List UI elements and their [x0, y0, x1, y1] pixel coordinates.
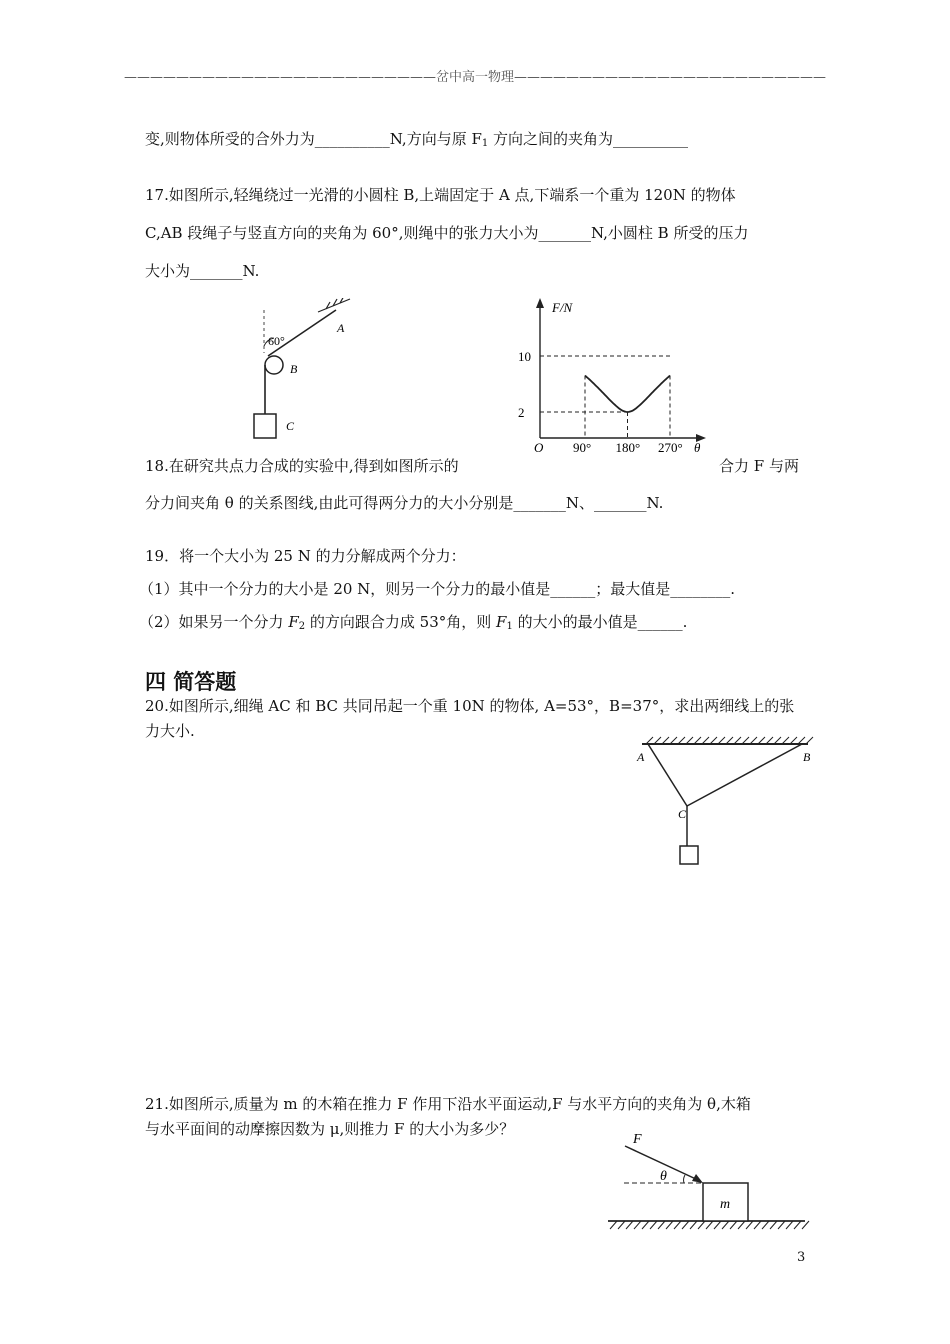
theta-arc: [684, 1175, 685, 1183]
rope-bc: [687, 744, 802, 806]
label-a: A: [337, 321, 345, 335]
origin-label: O: [534, 440, 544, 455]
x-tick-label: 270°: [658, 440, 683, 455]
x-axis-label: θ: [694, 440, 701, 455]
angle-label: 60°: [268, 334, 285, 348]
q17-line3: 大小为_______N.: [145, 262, 260, 280]
rope-ab: [268, 310, 336, 356]
q19-part2: （2）如果另一个分力 $F_2$ 的方向跟合力成 53°角，则 $F_1$ 的大小的最小值是______.: [139, 613, 688, 632]
label-b: B: [803, 750, 811, 764]
label-b: B: [290, 362, 298, 376]
label-theta: θ: [660, 1169, 667, 1184]
y-tick-label: 10: [518, 349, 531, 364]
q18-line1a: 18.在研究共点力合成的实验中,得到如图所示的: [145, 457, 459, 475]
label-f: F: [633, 1132, 642, 1147]
y-tick-label: 2: [518, 405, 525, 420]
weight-c: [254, 414, 276, 438]
q17-line2: C,AB 段绳子与竖直方向的夹角为 60°,则绳中的张力大小为_______N,小圆柱 B 所受的压力: [145, 224, 749, 242]
y-axis-label: F/N: [552, 300, 573, 315]
section-heading: 四 简答题: [145, 670, 237, 694]
ceiling-hatch: [646, 737, 813, 744]
q18-force-angle-chart: [510, 292, 710, 464]
q17-line1: 17.如图所示,轻绳绕过一光滑的小圆柱 B,上端固定于 A 点,下端系一个重为 120N 的物体: [145, 186, 736, 204]
label-a: A: [637, 750, 645, 764]
q17-pulley-figure: [240, 298, 360, 448]
label-c: C: [286, 419, 295, 433]
label-c: C: [678, 807, 687, 821]
q18-line1b: 合力 F 与两: [719, 457, 799, 475]
q19-stem: 19．将一个大小为 25 N 的力分解成两个分力：: [145, 547, 466, 565]
q21-line2: 与水平面间的动摩擦因数为 μ,则推力 F 的大小为多少？: [145, 1120, 515, 1138]
q18-line2: 分力间夹角 θ 的关系图线,由此可得两分力的大小分别是_______N、_______N.: [145, 494, 664, 512]
q21-line1: 21.如图所示,质量为 m 的木箱在推力 F 作用下沿水平面运动,F 与水平方向的夹角为 θ,木箱: [145, 1095, 751, 1113]
page-number: 3: [797, 1250, 806, 1265]
q19-part1: （1）其中一个分力的大小是 20 N，则另一个分力的最小值是______；最大值是________.: [139, 580, 736, 598]
force-arrowhead: [692, 1174, 703, 1183]
rope-ac: [648, 744, 687, 806]
q20-line2: 力大小.: [145, 722, 195, 740]
label-m: m: [720, 1197, 731, 1212]
cylinder-b: [265, 356, 283, 374]
q20-line1: 20.如图所示,细绳 AC 和 BC 共同吊起一个重 10N 的物体, A=53°，B=37°，求出两细线上的张: [145, 697, 795, 715]
x-tick-label: 180°: [615, 440, 641, 455]
page-header: ————————————————————————岔中高一物理————————————————————————: [123, 70, 826, 85]
y-axis-arrow: [536, 298, 544, 308]
force-curve: [585, 376, 670, 413]
ceiling-hatch: [318, 298, 350, 312]
ground-hatch: [610, 1221, 809, 1229]
q20-hanging-figure: [630, 732, 820, 872]
x-tick-label: 90°: [573, 440, 592, 455]
q21-box-figure: [600, 1124, 810, 1234]
weight-block: [680, 846, 698, 864]
q16-tail: 变,则物体所受的合外力为__________N,方向与原 $F_1$ 方向之间的夹角为__________: [145, 130, 689, 149]
